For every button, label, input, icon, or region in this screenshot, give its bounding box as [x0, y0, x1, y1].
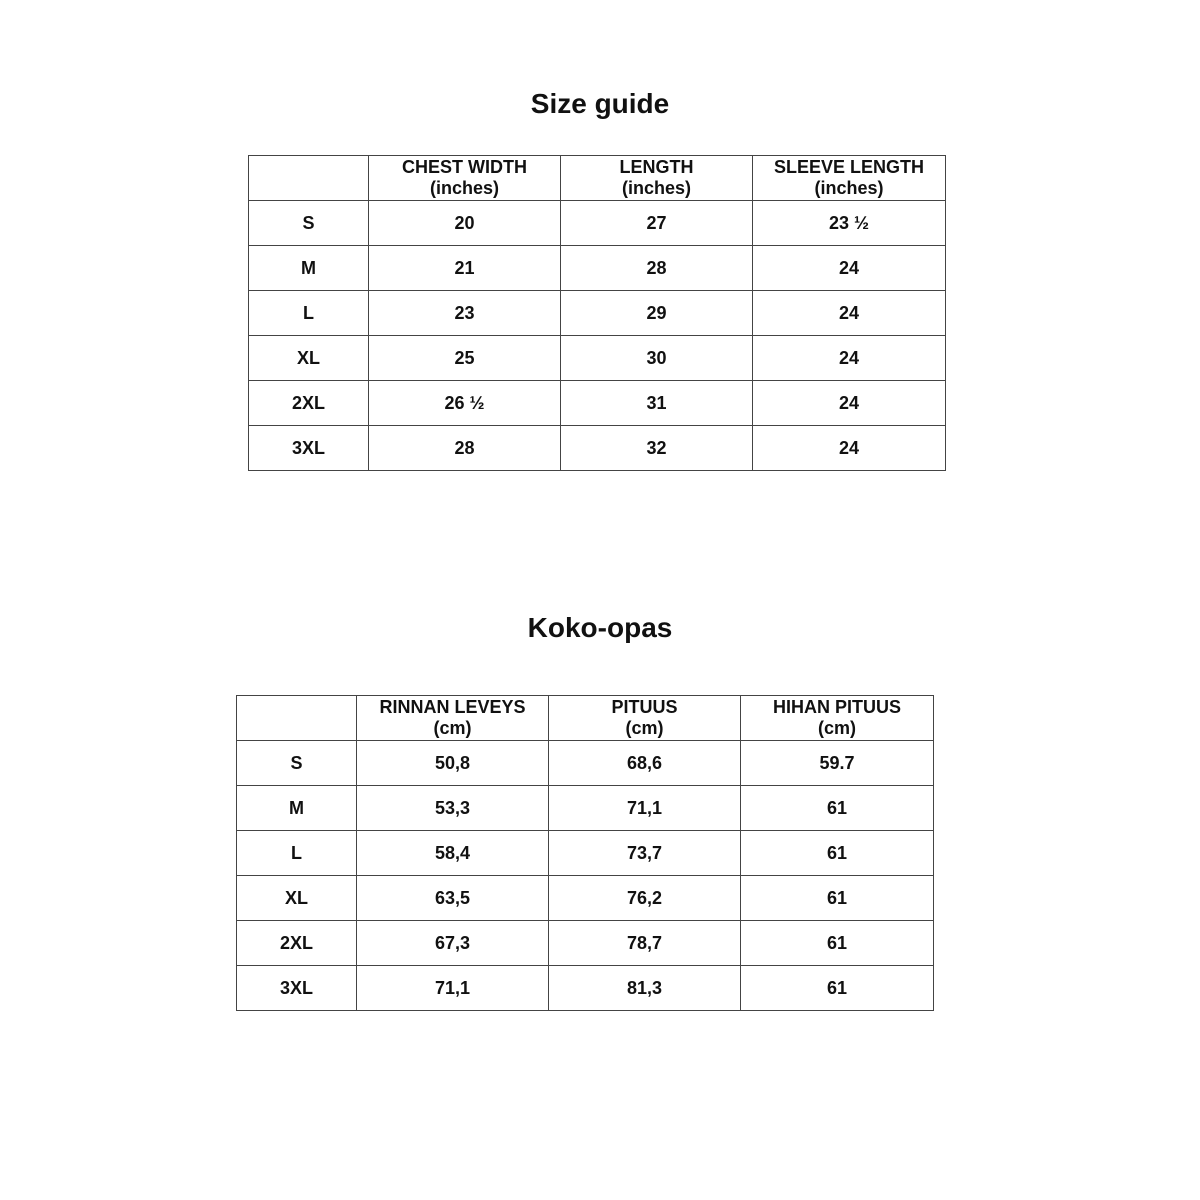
header-unit: (cm) [433, 718, 472, 738]
value-cell: 71,1 [549, 786, 741, 831]
value-cell: 26 ½ [369, 381, 561, 426]
header-label: SLEEVE LENGTH [773, 157, 925, 177]
value-cell: 25 [369, 336, 561, 381]
size-cell: 3XL [249, 426, 369, 471]
table-header-row [237, 696, 934, 741]
table-row [237, 921, 934, 966]
size-cell: L [237, 831, 357, 876]
size-cell: S [249, 201, 369, 246]
value-cell: 23 [369, 291, 561, 336]
header-unit: (inches) [814, 178, 884, 198]
value-cell: 29 [561, 291, 753, 336]
value-cell: 24 [753, 246, 946, 291]
value-cell: 24 [753, 426, 946, 471]
size-cell: 2XL [249, 381, 369, 426]
value-cell: 27 [561, 201, 753, 246]
size-cell: XL [237, 876, 357, 921]
value-cell: 78,7 [549, 921, 741, 966]
size-table-inches [248, 155, 946, 471]
header-chest-width [369, 156, 561, 201]
value-cell: 31 [561, 381, 753, 426]
table-row [249, 336, 946, 381]
value-cell: 63,5 [357, 876, 549, 921]
header-label: RINNAN LEVEYS [379, 697, 526, 717]
size-cell: 2XL [237, 921, 357, 966]
header-label: HIHAN PITUUS [772, 697, 901, 717]
value-cell: 32 [561, 426, 753, 471]
value-cell: 21 [369, 246, 561, 291]
value-cell: 71,1 [357, 966, 549, 1011]
size-guide-title: Size guide [530, 88, 670, 119]
table-row [249, 381, 946, 426]
value-cell: 30 [561, 336, 753, 381]
size-cell: M [249, 246, 369, 291]
value-cell: 28 [369, 426, 561, 471]
table-row [249, 426, 946, 471]
value-cell: 73,7 [549, 831, 741, 876]
table-row [237, 786, 934, 831]
value-cell: 61 [741, 921, 934, 966]
size-cell: L [249, 291, 369, 336]
header-sleeve-length [753, 156, 946, 201]
table-row [249, 291, 946, 336]
value-cell: 20 [369, 201, 561, 246]
table-row [237, 741, 934, 786]
value-cell: 28 [561, 246, 753, 291]
header-label: CHEST WIDTH [402, 157, 527, 177]
value-cell: 24 [753, 291, 946, 336]
header-rinnan-leveys [357, 696, 549, 741]
header-unit: (inches) [429, 178, 499, 198]
value-cell: 50,8 [357, 741, 549, 786]
header-unit: (cm) [817, 718, 856, 738]
header-length [561, 156, 753, 201]
value-cell: 76,2 [549, 876, 741, 921]
value-cell: 53,3 [357, 786, 549, 831]
header-unit: (inches) [621, 178, 691, 198]
header-label: PITUUS [611, 697, 678, 717]
koko-opas-title: Koko-opas [527, 612, 673, 643]
header-corner-cell [249, 156, 369, 201]
table-row [249, 201, 946, 246]
table-row [237, 876, 934, 921]
table-row [237, 831, 934, 876]
value-cell: 81,3 [549, 966, 741, 1011]
size-cell: S [237, 741, 357, 786]
value-cell: 58,4 [357, 831, 549, 876]
value-cell: 61 [741, 786, 934, 831]
value-cell: 23 ½ [753, 201, 946, 246]
value-cell: 24 [753, 381, 946, 426]
header-unit: (cm) [625, 718, 664, 738]
table-header-row [249, 156, 946, 201]
size-cell: 3XL [237, 966, 357, 1011]
header-pituus [549, 696, 741, 741]
header-label: LENGTH [619, 157, 694, 177]
value-cell: 68,6 [549, 741, 741, 786]
value-cell: 59.7 [741, 741, 934, 786]
value-cell: 67,3 [357, 921, 549, 966]
value-cell: 24 [753, 336, 946, 381]
value-cell: 61 [741, 876, 934, 921]
size-cell: XL [249, 336, 369, 381]
header-hihan-pituus [741, 696, 934, 741]
size-table-cm [236, 695, 934, 1011]
value-cell: 61 [741, 831, 934, 876]
value-cell: 61 [741, 966, 934, 1011]
table-row [249, 246, 946, 291]
header-corner-cell [237, 696, 357, 741]
table-row [237, 966, 934, 1011]
size-cell: M [237, 786, 357, 831]
